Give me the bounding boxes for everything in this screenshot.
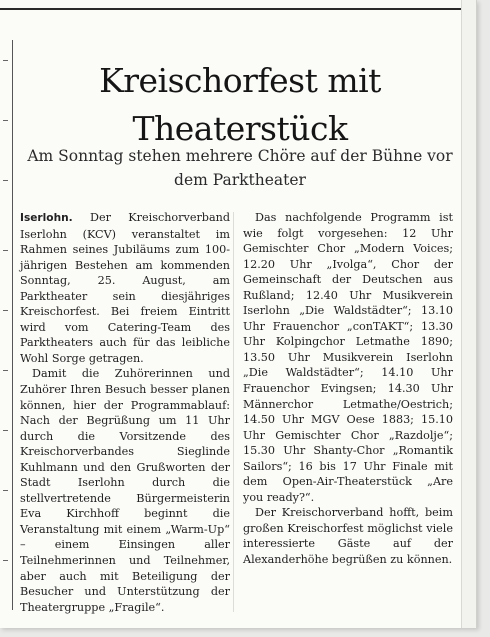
article-paragraph [20,210,230,366]
left-column-edge [0,40,13,610]
column-divider [233,212,234,612]
article-subheadline: Am Sonntag stehen mehrere Chöre auf der Bühne vor dem Parktheater [27,147,453,189]
article-headline: Kreischorfest mit Theaterstück [99,61,381,149]
article-paragraph: Das nachfolgende Programm ist wie folgt vorgesehen: 12 Uhr Gemischter Chor „Modern Voices; 12.20 Uhr „Ivolga“, Chor der Gemeinschaft der Deutschen aus Rußland; 12.40 Uhr Musikverein Iserlohn „Die Waldstädter“; 13.10 Uhr Frauenchor „conTAKT“; 13.30 Uhr Kolpingchor Letmathe 1890; 13.50 Uhr Musikverein Iserlohn „Die Waldstädter“; 14.10 Uhr Frauenchor Evingsen; 14.30 Uhr Männerchor Letmathe/Oestrich; 14.50 Uhr MGV Oese 1883; 15.10 Uhr Gemischter Chor „Razdolje“; 15.30 Uhr Shanty-Chor „Romantik Sailors“; 16 bis 17 Uhr Finale mit dem Open-Air-Theaterstück „Are you ready?“. [243,211,453,504]
article-column-right [243,210,453,568]
paragraph-text: Der Kreischorverband Iserlohn (KCV) veranstaltet im Rahmen seines Jubiläums zum 100-jährigen Bestehen am kommenden Sonntag, 25. August, am Parktheater sein diesjähriges Kreischorfest. Bei freiem Eintritt wird vom Catering-Team des Parktheaters auch für das leibliche Wohl Sorge getragen. [20,211,230,365]
article-paragraph: Der Kreischorverband hofft, beim großen Kreischorfest möglichst viele interessierte Gäste auf der Alexanderhöhe begrüßen zu können. [243,506,453,567]
page-edge [461,0,476,628]
article-column-left [20,210,230,615]
top-rule [0,8,476,10]
article-paragraph: Damit die Zuhörerinnen und Zuhörer Ihren Besuch besser planen können, hier der Programmablauf: Nach der Begrüßung um 11 Uhr durch die Vorsitzende des Kreischorverbandes Sieglinde Kuhlmann und den Grußworten der Stadt Iserlohn durch die stellvertretende Bürgermeisterin Eva Kirchhoff beginnt die Veranstaltung mit einem „Warm-Up“ – einem Einsingen aller Teilnehmerinnen und Teilnehmer, aber auch mit Beteiligung der Besucher und Unterstützung der Theatergruppe „Fragile“. [20,367,230,614]
dateline: Iserlohn. [20,212,73,224]
